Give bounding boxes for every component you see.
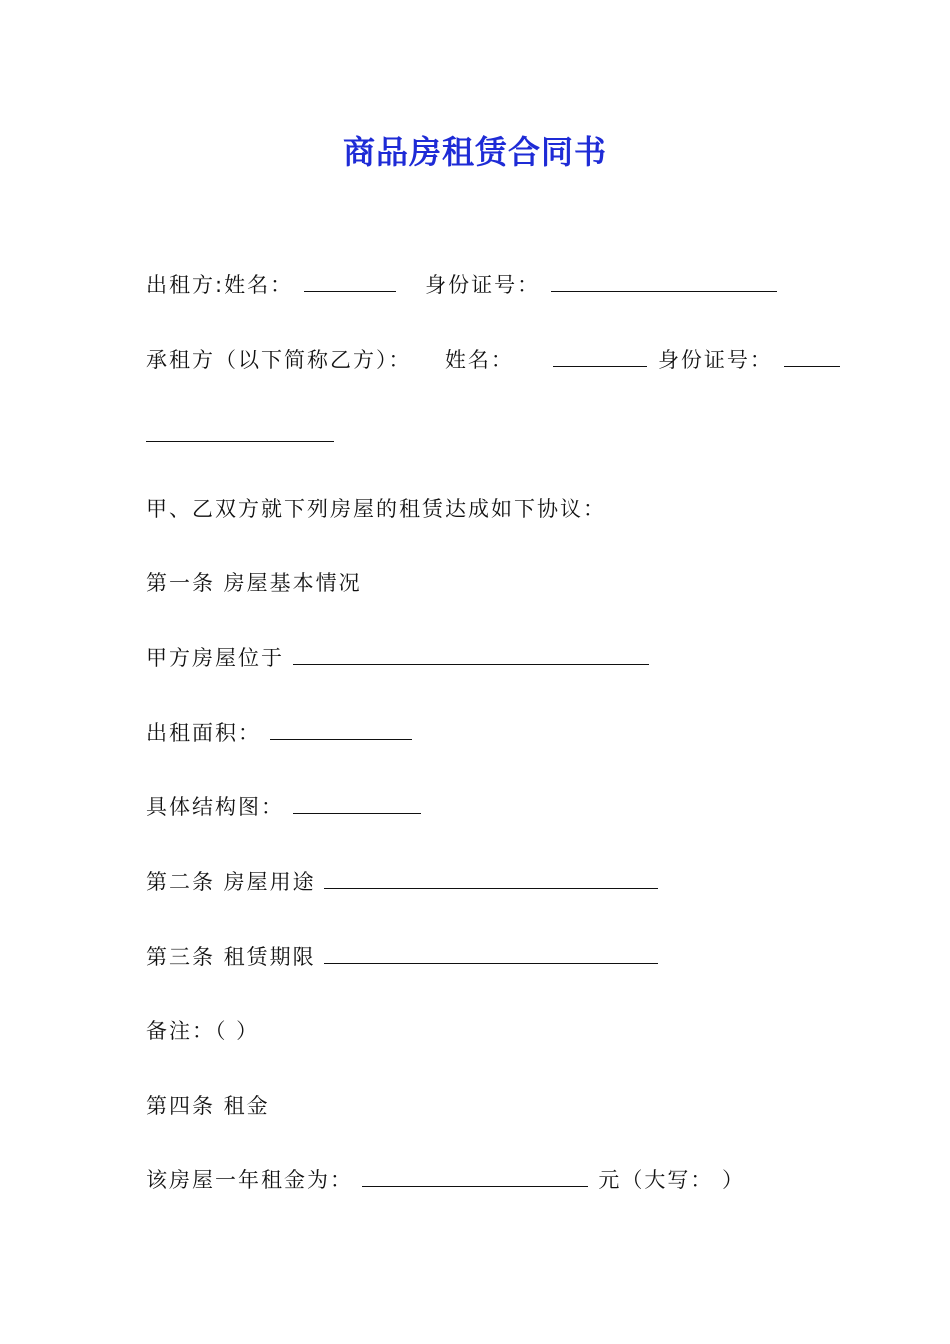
article4-heading: 第四条 租金 [146, 1094, 270, 1118]
location-label: 甲方房屋位于 [146, 646, 284, 670]
area-blank[interactable] [270, 719, 412, 740]
article2-label: 第二条 房屋用途 [146, 870, 316, 894]
area-label: 出租面积： [146, 721, 261, 745]
location-blank[interactable] [293, 644, 649, 665]
lessee-id-continuation [146, 420, 336, 450]
annual-rent-label: 该房屋一年租金为： [146, 1168, 353, 1192]
article3-line [146, 942, 660, 972]
document-title: 商品房租赁合同书 [342, 133, 607, 171]
article2-line [146, 867, 660, 897]
lessee-id-blank-end[interactable] [146, 421, 334, 442]
intro-line: 甲、乙双方就下列房屋的租赁达成如下协议： [146, 497, 606, 521]
lessee-name-blank[interactable] [553, 346, 647, 367]
lessor-line [146, 270, 779, 300]
annual-rent-suffix: 元（大写： ） [598, 1168, 746, 1192]
location-line [146, 643, 651, 673]
structure-blank[interactable] [293, 793, 421, 814]
lessee-line [146, 345, 842, 375]
structure-line [146, 792, 423, 822]
lessee-id-blank-start[interactable] [784, 346, 840, 367]
term-blank[interactable] [324, 943, 658, 964]
lessee-label: 承租方（以下简称乙方）： [146, 348, 412, 372]
lessee-name-label: 姓名： [444, 348, 514, 372]
structure-label: 具体结构图： [146, 795, 284, 819]
area-line [146, 718, 414, 748]
lessor-id-label: 身份证号： [425, 273, 541, 297]
remark-line: 备注：（ ） [146, 1019, 260, 1043]
lessor-id-blank[interactable] [551, 271, 777, 292]
lessor-name-label: 出租方:姓名： [146, 273, 294, 297]
lessee-id-label: 身份证号： [657, 348, 773, 372]
annual-rent-blank[interactable] [362, 1166, 588, 1187]
annual-rent-line [146, 1165, 745, 1195]
lessor-name-blank[interactable] [304, 271, 396, 292]
article3-label: 第三条 租赁期限 [146, 945, 316, 969]
usage-blank[interactable] [324, 868, 658, 889]
article1-heading: 第一条 房屋基本情况 [146, 571, 362, 595]
